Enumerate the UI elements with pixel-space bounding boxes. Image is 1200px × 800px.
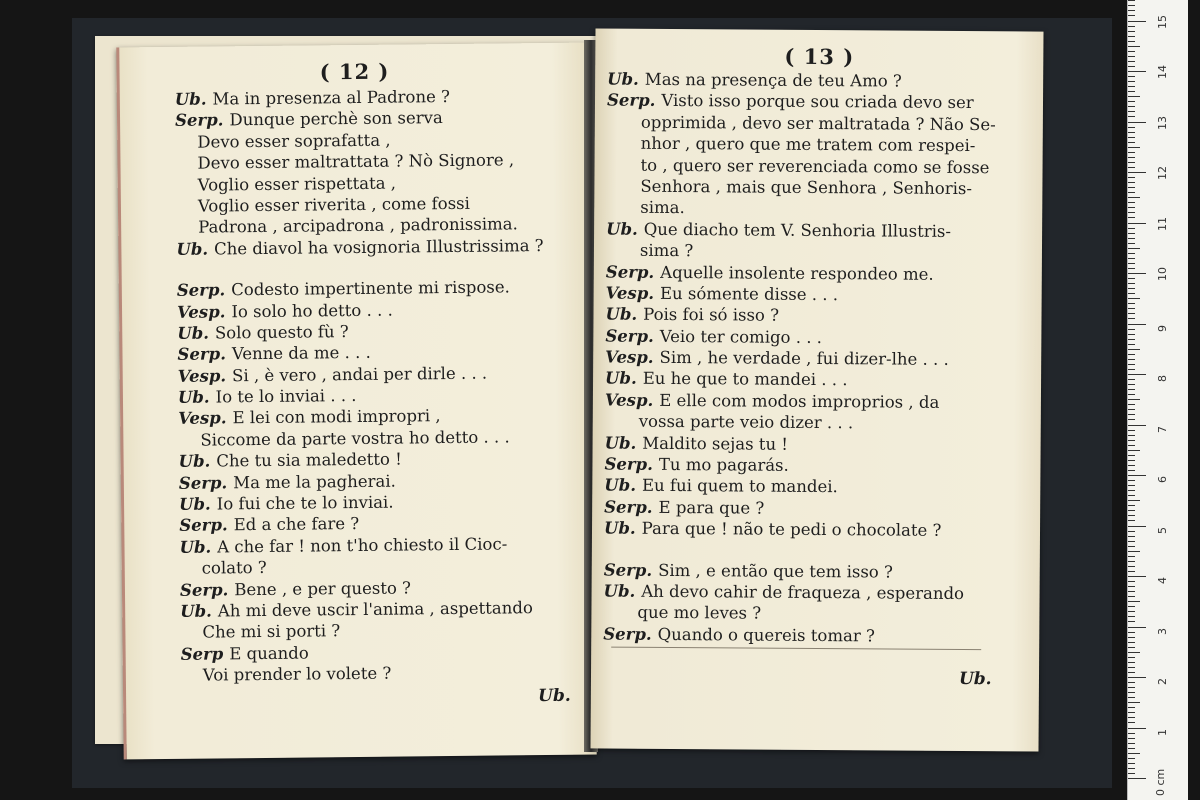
dialogue-text: A che far ! non t'ho chiesto il Cioc- [217, 534, 508, 557]
ruler-tick [1128, 435, 1135, 436]
dialogue-text: Ah devo cahir de fraqueza , esperando [641, 581, 965, 604]
dialogue-text: Voi prender lo volete ? [202, 663, 392, 685]
ruler-tick [1128, 192, 1135, 193]
ruler-tick [1128, 26, 1135, 27]
ruler-tick [1128, 500, 1140, 501]
ruler-tick [1128, 571, 1135, 572]
ruler-tick [1128, 647, 1135, 648]
speaker-label: Vesp. [178, 408, 227, 429]
ruler-tick [1128, 349, 1140, 350]
ruler-tick [1128, 520, 1135, 521]
dialogue-text: Eu he que to mandei . . . [642, 369, 848, 390]
speaker-label: Ub. [178, 451, 211, 472]
ruler-tick [1128, 697, 1135, 698]
ruler-tick [1128, 531, 1135, 532]
ruler-tick [1128, 738, 1135, 739]
ruler-tick [1128, 324, 1146, 325]
dialogue-text: Sim , e então que tem isso ? [658, 560, 893, 582]
ruler-tick [1128, 450, 1140, 451]
speaker-label: Ub. [606, 219, 638, 239]
speaker-label: Vesp. [176, 301, 226, 322]
ruler-tick [1128, 167, 1135, 168]
ruler-tick [1128, 258, 1135, 259]
dialogue-text: Devo esser maltrattata ? Nò Signore , [197, 150, 515, 173]
ruler-number: 14 [1156, 65, 1169, 79]
speaker-label: Serp. [177, 344, 226, 365]
ruler-tick [1128, 773, 1135, 774]
ruler-tick [1128, 71, 1146, 72]
ruler-tick [1128, 596, 1135, 597]
ruler-tick [1128, 10, 1135, 11]
ruler-tick [1128, 248, 1140, 249]
speaker-label: Serp. [179, 579, 229, 600]
ruler-tick [1128, 283, 1135, 284]
ruler-tick [1128, 288, 1135, 289]
ruler-tick [1128, 627, 1146, 628]
speaker-label: Ub. [605, 304, 638, 325]
ruler-tick [1128, 263, 1135, 264]
ruler-tick [1128, 56, 1135, 57]
speaker-label: Ub. [605, 368, 637, 389]
text-line [603, 602, 1033, 626]
ruler-tick [1128, 566, 1135, 567]
speaker-label: Serp. [176, 280, 226, 300]
text-line [604, 496, 1034, 520]
ruler-tick [1128, 51, 1135, 52]
dialogue-text: Mas na presença de teu Amo ? [644, 69, 902, 91]
ruler-tick [1128, 369, 1135, 370]
text-line [605, 368, 1035, 392]
ruler-tick [1128, 339, 1135, 340]
ruler-tick [1128, 717, 1135, 718]
ruler-tick [1128, 526, 1146, 527]
text-line [605, 325, 1035, 349]
ruler-tick [1128, 722, 1135, 723]
dialogue-text: Solo questo fù ? [214, 321, 349, 343]
text-line [605, 411, 1035, 435]
ruler-tick [1128, 31, 1135, 32]
dialogue-text: Che diavol ha vosignoria Illustrissima ? [213, 235, 544, 259]
ruler-tick [1128, 212, 1135, 213]
speaker-label: Ub. [176, 239, 209, 259]
ruler-number: 13 [1156, 115, 1169, 130]
ruler-tick [1128, 445, 1135, 446]
dialogue-text: E lei con modi impropri , [232, 406, 441, 428]
speaker-label: Ub. [177, 323, 210, 343]
dialogue-text: Senhora , mais que Senhora , Senhoris- [640, 176, 973, 199]
dialogue-text: nhor , quero que me tratem com respei- [640, 133, 976, 156]
ruler-tick [1128, 303, 1135, 304]
text-line [176, 234, 581, 260]
ruler-tick [1128, 515, 1135, 516]
ruler-tick [1128, 419, 1135, 420]
ruler-tick [1128, 667, 1135, 668]
text-line [605, 389, 1035, 413]
ruler-tick [1128, 91, 1135, 92]
text-line [607, 90, 1037, 114]
speaker-label: Serp [180, 644, 224, 664]
ruler-tick [1128, 86, 1135, 87]
ruler-tick [1128, 223, 1146, 224]
ruler-number: 4 [1156, 577, 1169, 584]
ruler-tick [1128, 106, 1135, 107]
ruler-tick [1128, 81, 1135, 82]
ruler-tick [1128, 632, 1135, 633]
speaker-label: Serp. [606, 90, 656, 111]
dialogue-text: Si , è vero , andai per dirle . . . [231, 363, 488, 385]
ruler-tick [1128, 465, 1135, 466]
ruler-tick [1128, 657, 1135, 658]
dialogue-text: Codesto impertinente mi rispose. [231, 277, 510, 300]
ruler-tick [1128, 389, 1135, 390]
speaker-label: Ub. [180, 601, 212, 621]
ruler-tick [1128, 758, 1135, 759]
text-line [607, 111, 1037, 135]
dialogue-text: Eu sómente disse . . . [659, 283, 839, 305]
ruler-tick [1128, 384, 1135, 385]
ruler-unit-label: 0 cm [1154, 768, 1167, 796]
text-line [606, 218, 1036, 242]
ruler-tick [1128, 425, 1146, 426]
ruler-tick [1128, 318, 1135, 319]
ruler-tick [1128, 268, 1135, 269]
dialogue-text: Ed a che fare ? [233, 514, 360, 535]
ruler-tick [1128, 217, 1135, 218]
ruler-tick [1128, 470, 1135, 471]
ruler-tick [1128, 616, 1135, 617]
ruler-tick [1128, 546, 1135, 547]
ruler-tick [1128, 682, 1135, 683]
ruler-tick [1128, 273, 1146, 274]
dialogue-text: Dunque perchè son serva [229, 108, 443, 130]
dialogue-text: Veio ter comigo . . . [659, 326, 823, 347]
ruler-tick [1128, 510, 1135, 511]
ruler-tick [1128, 187, 1135, 188]
ruler-tick [1128, 485, 1135, 486]
ruler-number: 5 [1156, 526, 1169, 534]
speaker-label: Serp. [174, 110, 224, 131]
ruler-tick [1128, 354, 1135, 355]
dialogue-text: Siccome da parte vostra ho detto . . . [200, 427, 510, 450]
ruler-tick [1128, 293, 1135, 294]
ruler-tick [1128, 404, 1135, 405]
ruler-number: 2 [1156, 678, 1169, 685]
dialogue-text: E quando [229, 643, 309, 664]
left-page-number: ( 12 ) [319, 58, 390, 85]
ruler-tick [1128, 238, 1135, 239]
text-line [604, 454, 1034, 478]
left-catchword: Ub. [537, 685, 571, 707]
ruler-tick [1128, 329, 1135, 330]
ruler-tick [1128, 601, 1140, 602]
text-line [606, 261, 1036, 285]
text-line [606, 154, 1036, 178]
ruler-tick [1128, 399, 1140, 400]
ruler-tick [1128, 15, 1135, 16]
ruler-tick [1128, 687, 1135, 688]
ruler-tick [1128, 712, 1135, 713]
ruler-tick [1128, 243, 1135, 244]
ruler-tick [1128, 36, 1135, 37]
ruler-tick [1128, 778, 1146, 779]
ruler-tick [1128, 66, 1135, 67]
dialogue-text: Maldito sejas tu ! [642, 433, 789, 454]
speaker-label: Vesp. [177, 366, 227, 386]
ruler-tick [1128, 475, 1146, 476]
speaker-label: Ub. [603, 581, 636, 601]
ruler-number: 9 [1156, 324, 1169, 332]
ruler-tick [1128, 561, 1135, 562]
dialogue-text: vossa parte veio dizer . . . [638, 412, 854, 433]
speaker-label: Serp. [178, 472, 228, 493]
ruler-tick [1128, 394, 1135, 395]
text-line [606, 282, 1036, 306]
ruler-tick [1128, 768, 1135, 769]
ruler-tick [1128, 197, 1140, 198]
measurement-ruler [1127, 0, 1188, 800]
left-page [116, 43, 596, 760]
ruler-tick [1128, 556, 1135, 557]
ruler-number: 6 [1156, 476, 1169, 483]
ruler-tick [1128, 228, 1135, 229]
ruler-tick [1128, 702, 1140, 703]
dialogue-text: Para que ! não te pedi o chocolate ? [641, 518, 942, 541]
ruler-tick [1128, 61, 1135, 62]
ruler-tick [1128, 334, 1135, 335]
dialogue-text: Io solo ho detto . . . [231, 300, 393, 321]
ruler-tick [1128, 536, 1135, 537]
ruler-number: 1 [1156, 728, 1169, 736]
dialogue-text: E elle com modos improprios , da [659, 390, 940, 412]
right-page [590, 28, 1043, 751]
dialogue-text: Eu fui quem to mandei. [641, 476, 838, 497]
dialogue-text: Che mi si porti ? [202, 621, 341, 643]
ruler-tick [1128, 0, 1135, 1]
text-line [607, 69, 1037, 93]
ruler-number: 8 [1156, 375, 1169, 382]
text-line [606, 240, 1036, 264]
speaker-label: Serp. [179, 515, 228, 536]
ruler-tick [1128, 253, 1135, 254]
dialogue-text: Que diacho tem V. Senhoria Illustris- [643, 219, 952, 241]
ruler-tick [1128, 440, 1135, 441]
dialogue-text: Venne da me . . . [231, 343, 371, 364]
dialogue-text: Padrona , arcipadrona , padronissima. [198, 214, 518, 237]
text-line [605, 432, 1035, 456]
dialogue-text: Tu mo pagarás. [658, 454, 789, 475]
right-page-text [603, 69, 1037, 648]
ruler-tick [1128, 677, 1146, 678]
ruler-tick [1128, 707, 1135, 708]
ruler-tick [1128, 172, 1146, 173]
text-line [603, 623, 1033, 647]
speaker-label: Serp. [605, 326, 654, 346]
dialogue-text: Io te lo inviai . . . [215, 386, 357, 407]
dialogue-text: opprimida , devo ser maltratada ? Não Se- [640, 112, 996, 135]
ruler-tick [1128, 182, 1135, 183]
text-line [604, 475, 1034, 499]
ruler-tick [1128, 202, 1135, 203]
dialogue-text: Sim , he verdade , fui dizer-lhe . . . [659, 347, 949, 369]
dialogue-text: Devo esser soprafatta , [197, 130, 391, 152]
ruler-tick [1128, 76, 1135, 77]
ruler-tick [1128, 495, 1135, 496]
ruler-tick [1128, 308, 1135, 309]
ruler-tick [1128, 733, 1135, 734]
ruler-tick [1128, 541, 1135, 542]
ruler-number: 7 [1156, 425, 1169, 433]
text-line [181, 661, 586, 687]
ruler-tick [1128, 414, 1135, 415]
speaker-label: Vesp. [605, 283, 655, 303]
ruler-tick [1128, 621, 1135, 622]
dialogue-text: sima ? [639, 240, 694, 261]
ruler-tick [1128, 111, 1135, 112]
speaker-label: Serp. [603, 560, 653, 580]
speaker-label: Serp. [603, 624, 652, 644]
speaker-label: Vesp. [604, 390, 654, 410]
left-page-text [175, 85, 586, 687]
ruler-tick [1128, 116, 1135, 117]
ruler-tick [1128, 298, 1140, 299]
ruler-tick [1128, 611, 1135, 612]
ruler-number: 15 [1156, 14, 1169, 29]
ruler-tick [1128, 41, 1135, 42]
dialogue-text: colato ? [201, 558, 267, 578]
ruler-tick [1128, 430, 1135, 431]
ruler-tick [1128, 157, 1135, 158]
ruler-tick [1128, 409, 1135, 410]
ruler-tick [1128, 728, 1146, 729]
ruler-tick [1128, 480, 1135, 481]
ruler-tick [1128, 207, 1135, 208]
ruler-tick [1128, 5, 1135, 6]
text-line [606, 197, 1036, 221]
ruler-tick [1128, 586, 1135, 587]
speaker-label: Ub. [179, 537, 212, 557]
speaker-label: Ub. [607, 69, 639, 89]
ruler-tick [1128, 551, 1140, 552]
ruler-tick [1128, 233, 1135, 234]
ruler-tick [1128, 152, 1135, 153]
ruler-tick [1128, 743, 1135, 744]
text-line [605, 347, 1035, 371]
speaker-label: Serp. [604, 454, 653, 474]
speaker-label: Ub. [174, 89, 207, 109]
dialogue-text: Pois foi só isso ? [643, 305, 780, 326]
dialogue-text: Bene , e per questo ? [234, 578, 412, 599]
text-line [604, 580, 1034, 604]
ruler-tick [1128, 591, 1135, 592]
ruler-tick [1128, 455, 1135, 456]
speaker-label: Serp. [605, 262, 655, 282]
ruler-tick [1128, 101, 1135, 102]
speaker-label: Ub. [177, 387, 210, 407]
ruler-tick [1128, 278, 1135, 279]
ruler-tick [1128, 606, 1135, 607]
speaker-label: Ub. [604, 433, 637, 453]
speaker-label: Ub. [178, 494, 211, 514]
dialogue-text: to , quero ser reverenciada como se fosse [640, 155, 990, 177]
ruler-tick [1128, 505, 1135, 506]
dialogue-text: Io fui che te lo inviai. [216, 492, 394, 514]
ruler-number: 12 [1156, 166, 1169, 180]
right-page-number: ( 13 ) [784, 43, 855, 70]
ruler-number: 10 [1156, 267, 1169, 281]
text-line [606, 175, 1036, 199]
right-catchword: Ub. [958, 668, 992, 690]
ruler-tick [1128, 132, 1135, 133]
ruler-tick [1128, 748, 1135, 749]
dialogue-text: Voglio esser rispettata , [197, 173, 397, 195]
text-line [604, 559, 1034, 583]
ruler-tick [1128, 379, 1135, 380]
ruler-tick [1128, 127, 1135, 128]
text-line [607, 133, 1037, 157]
dialogue-text: Che tu sia maledetto ! [216, 449, 402, 471]
ruler-tick [1128, 177, 1135, 178]
ruler-tick [1128, 359, 1135, 360]
ruler-tick [1128, 344, 1135, 345]
dialogue-text: que mo leves ? [637, 603, 762, 623]
ruler-tick [1128, 142, 1135, 143]
dialogue-text: Aquelle insolente respondeo me. [660, 262, 934, 284]
ruler-tick [1128, 642, 1135, 643]
ruler-tick [1128, 763, 1135, 764]
ruler-tick [1128, 581, 1135, 582]
ruler-number: 11 [1156, 216, 1169, 231]
ruler-tick [1128, 637, 1135, 638]
ruler-tick [1128, 753, 1140, 754]
text-line [604, 518, 1034, 542]
ruler-tick [1128, 122, 1146, 123]
dialogue-text: Voglio esser riverita , come fossi [197, 193, 470, 216]
dialogue-text: Visto isso porque sou criada devo ser [661, 91, 974, 113]
ruler-tick [1128, 672, 1135, 673]
ruler-tick [1128, 692, 1135, 693]
ruler-tick [1128, 662, 1135, 663]
dialogue-text: Ma in presenza al Padrone ? [212, 87, 450, 109]
ruler-tick [1128, 147, 1140, 148]
dialogue-text: sima. [640, 198, 685, 218]
ruler-tick [1128, 137, 1135, 138]
ruler-tick [1128, 576, 1146, 577]
ruler-tick [1128, 313, 1135, 314]
ruler-tick [1128, 652, 1140, 653]
ruler-tick [1128, 162, 1135, 163]
ruler-tick [1128, 460, 1135, 461]
page-rule [611, 647, 981, 651]
dialogue-text: Ah mi deve uscir l'anima , aspettando [217, 598, 533, 621]
ruler-tick [1128, 46, 1140, 47]
ruler-tick [1128, 374, 1146, 375]
ruler-tick [1128, 490, 1135, 491]
speaker-label: Serp. [604, 497, 653, 517]
ruler-tick [1128, 21, 1146, 22]
dialogue-text: E para que ? [658, 497, 765, 518]
ruler-tick [1128, 364, 1135, 365]
ruler-number: 3 [1156, 627, 1169, 635]
text-line [605, 304, 1035, 328]
ruler-tick [1128, 96, 1140, 97]
speaker-label: Ub. [604, 475, 637, 496]
dialogue-text: Quando o quereis tomar ? [657, 624, 875, 646]
speaker-label: Vesp. [605, 347, 654, 367]
speaker-label: Ub. [603, 518, 636, 538]
dialogue-text: Ma me la pagherai. [233, 471, 396, 492]
